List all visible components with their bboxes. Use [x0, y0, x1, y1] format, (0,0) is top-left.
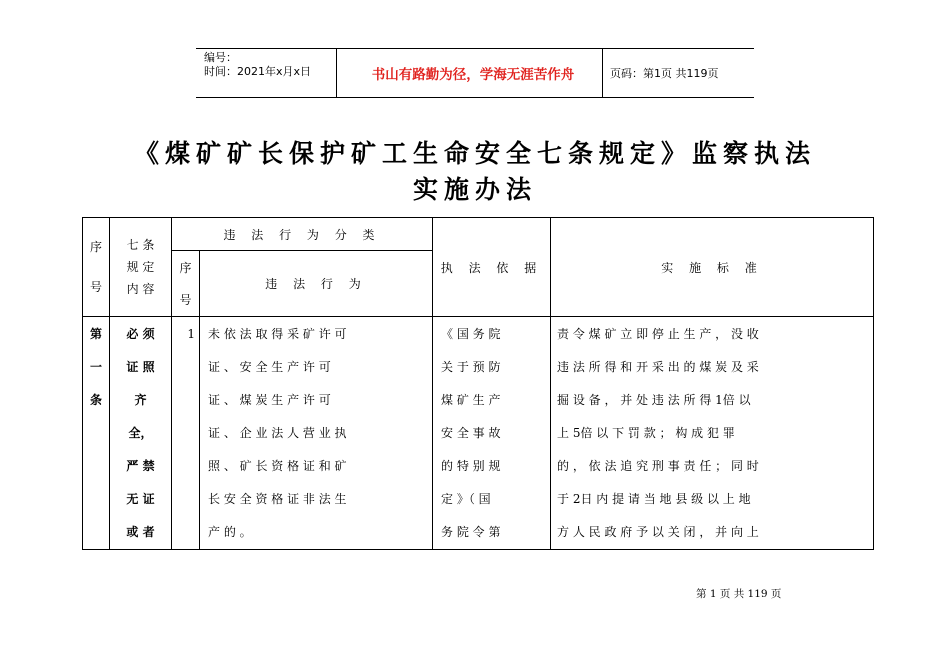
standard-cell: 责 令 煤 矿 立 即 停 止 生 产 ， 没 收 违 法 所 得 和 开 采 出 的 煤 炭 及 采 掘 设 备 ， 并 处 违 法 所 得 1倍 以 上 5倍 以 下 罚 款 ； 构 成 犯 罪 的 ， 依 法 追 究 刑 事 责 任 ； 同 时 于 2日 内 提 请 当 地 县 级 以 上 地 方 人 民 政 府 予 以 关 闭 ， 并 向 上 [551, 317, 874, 550]
header-violation: 违 法 行 为 [200, 251, 433, 317]
header-divider [602, 49, 603, 97]
header-basis: 执 法 依 据 [433, 218, 551, 317]
header-divider [336, 49, 337, 97]
regulation-table [82, 217, 874, 550]
header-standard: 实 施 标 准 [551, 218, 874, 317]
header-page-info: 页码：第1页 共119页 [610, 67, 719, 80]
page-header [196, 48, 754, 98]
basis-cell: 《 国 务 院 关 于 预 防 煤 矿 生 产 安 全 事 故 的 特 别 规 定 》（ 国 务 院 令 第 [433, 317, 551, 550]
article-cell: 第 一 条 [83, 317, 110, 550]
header-rules: 七 条 规 定 内 容 [110, 218, 172, 317]
code-label: 编号： [204, 51, 237, 64]
document-title-line2: 实施办法 [412, 175, 537, 204]
page-footer: 第 1 页 共 119 页 [696, 588, 782, 600]
header-seq: 序 号 [83, 218, 110, 317]
header-motto: 书山有路勤为径，学海无涯苦作舟 [371, 67, 575, 83]
header-meta [204, 51, 311, 79]
rule-text-cell: 必 须 证 照 齐 全， 严 禁 无 证 或 者 [110, 317, 172, 550]
header-classification: 违 法 行 为 分 类 [172, 218, 433, 251]
header-sub-seq: 序 号 [172, 251, 200, 317]
number-cell: 1 [172, 317, 200, 550]
violation-cell: 未 依 法 取 得 采 矿 许 可 证 、 安 全 生 产 许 可 证 、 煤 炭 生 产 许 可 证 、 企 业 法 人 营 业 执 照 、 矿 长 资 格 证 和 矿 长 安 全 资 格 证 非 法 生 产 的 。 [200, 317, 433, 550]
document-title: 《煤矿矿长保护矿工生命安全七条规定》监察执法 [133, 139, 816, 168]
time-label: 时间：2021年x月x日 [204, 65, 312, 78]
table-row [83, 317, 874, 550]
